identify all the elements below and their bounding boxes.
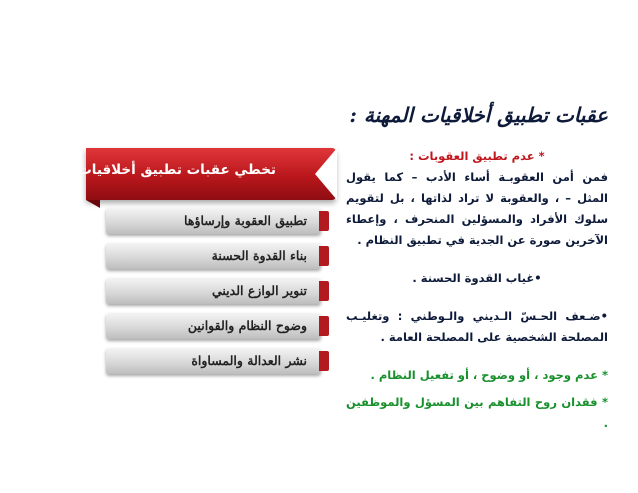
slide-body (346, 146, 608, 434)
slide-title: عقبات تطبيق أخلاقيات المهنة : (349, 103, 608, 127)
step-label: نشر العدالة والمساواة (191, 353, 307, 368)
step-label: تطبيق العقوبة وإرساؤها (184, 213, 307, 228)
step-label: بناء القدوة الحسنة (211, 248, 307, 263)
obstacles-graphic (35, 148, 341, 398)
banner-notch (315, 148, 337, 200)
step-label: وضوح النظام والقوانين (187, 318, 307, 333)
step-tab (319, 211, 329, 231)
banner-label: تخطي عقبات تطبيق أخلاقيات العمل (35, 162, 276, 178)
banner (35, 148, 336, 200)
step-item (106, 208, 321, 234)
step-item (106, 278, 321, 304)
point: •غياب القدوة الحسنة . (412, 271, 542, 285)
point-body: وتغليـب المصلحة الشخصية على المصلحة العامة . (346, 309, 608, 344)
step-item (106, 348, 321, 374)
point-heading: * عدم تطبيق العقوبات : (409, 149, 545, 163)
steps-list (106, 208, 321, 383)
step-tab (319, 351, 329, 371)
point: * عدم وجود ، أو وضوح ، أو تفعيل النظام . (370, 368, 608, 382)
banner-fold (86, 200, 100, 208)
step-item (106, 313, 321, 339)
point-heading: •ضـعف الحـسّ الـديني والـوطني : (397, 309, 608, 323)
step-tab (319, 246, 329, 266)
step-label: تنوير الوازع الديني (211, 283, 307, 298)
step-tab (319, 316, 329, 336)
point (346, 306, 608, 348)
point: * فقدان روح التفاهم بين المسؤل والموظفين . (346, 395, 608, 430)
point-body: فمن أمن العقوبـة أساء الأدب – كما يقول المثل – ، والعقوبة لا تراد لذاتها ، بل لتقويم سلوك الأفراد والمسؤلين المنحرف ، وإعطاء الآخرين صورة عن الجدية في تطبيق النظام . (346, 170, 608, 247)
step-item (106, 243, 321, 269)
step-tab (319, 281, 329, 301)
